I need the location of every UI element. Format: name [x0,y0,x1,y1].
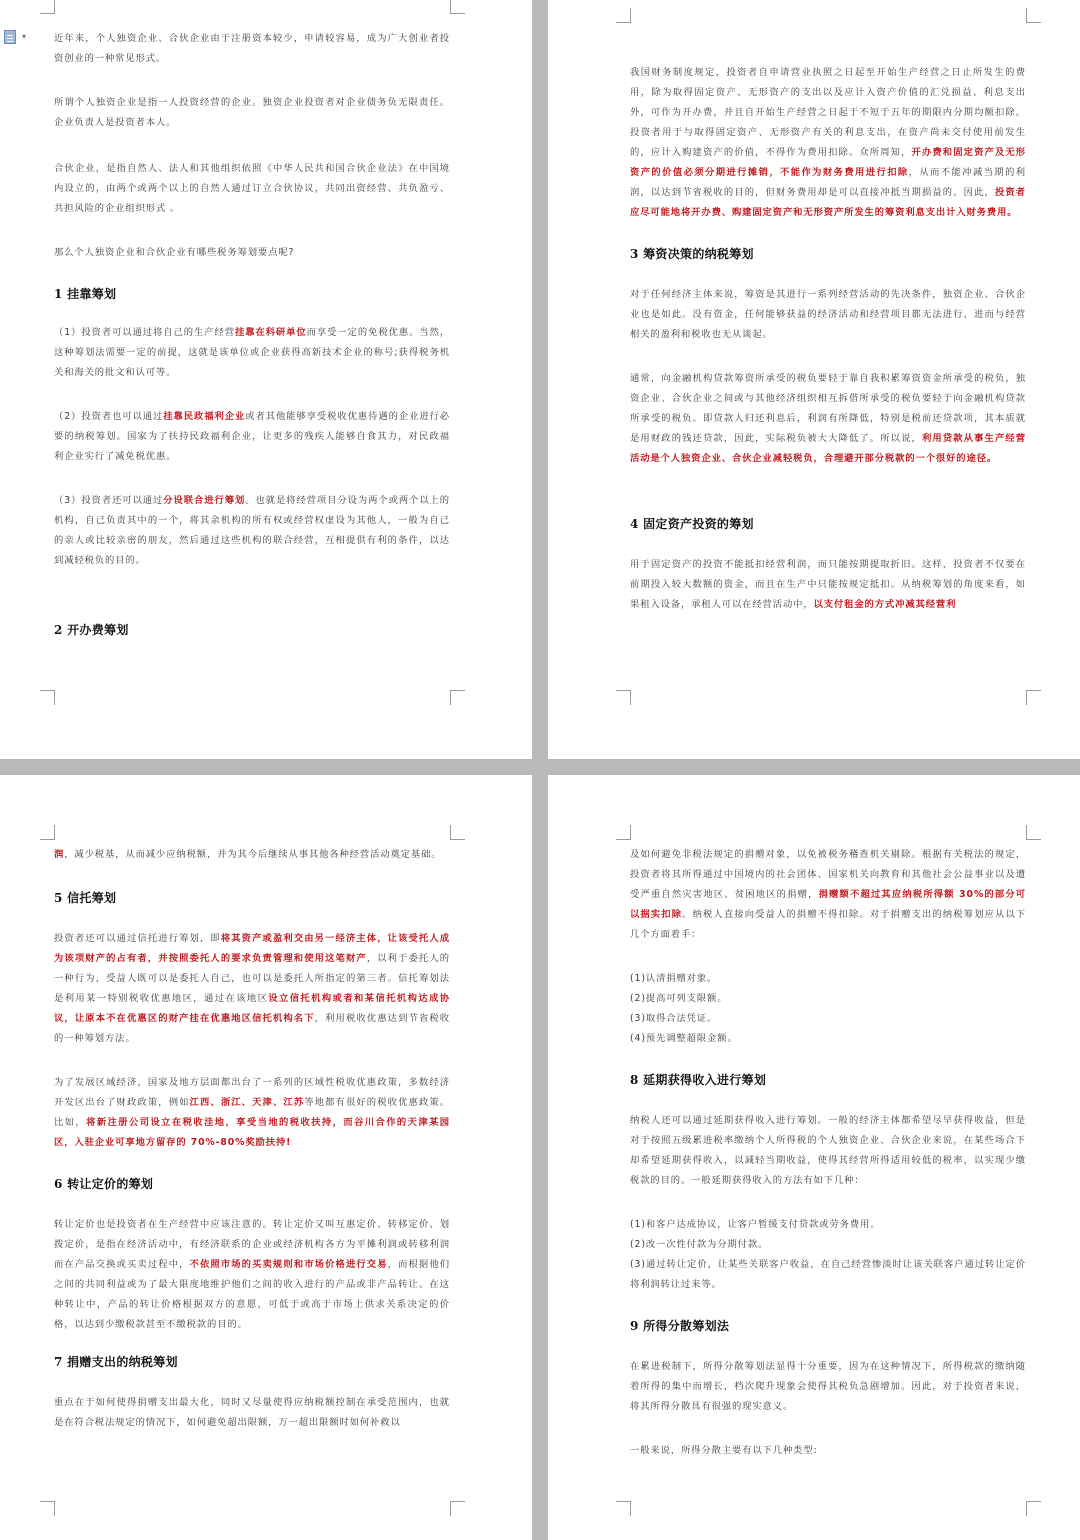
section-heading: 6 转让定价的筹划 [54,1177,154,1191]
paragraph: 对于任何经济主体来说，筹资是其进行一系列经营活动的先决条件，独资企业、合伙企业也是如此。没有资金，任何能够获益的经济活动和经营项目都无法进行，进而与经营相关的盈利和税收也无从谈起。 [630,289,1026,340]
paragraph: 通常，向金融机构贷款筹资所承受的税负要轻于靠自我积累筹资资金所承受的税负，独资企业、合伙企业之间或与其他经济组织相互拆借所承受的税负要轻于向金融机构贷款所承受的税负。即贷款人归还利息后，利润有所降低，特别是税前还贷款项，其本质就是用财政的钱还贷款，因此，实际税负被大大降低了。所以说，利用贷款从事生产经营活动是个人独资企业、合伙企业减轻税负，合理避开部分税款的一个很好的途径。 [630,373,1026,464]
corner-mark [40,0,55,14]
section-heading: 9 所得分散筹划法 [630,1319,730,1333]
section-heading: 4 固定资产投资的筹划 [630,517,754,531]
list-item: (1)和客户达成协议，让客户暂缓支付贷款或劳务费用。 [630,1219,881,1230]
paragraph: 重点在于如何使得捐赠支出最大化，同时又尽量使得应纳税额控制在承受范围内，也就是在符合税法规定的情况下，如何避免超出限额，万一超出限额时如何补救以 [54,1397,450,1428]
corner-mark [616,690,631,705]
page-content [630,845,1026,1485]
section-heading: 2 开办费筹划 [54,623,129,637]
corner-mark [1026,690,1041,705]
page-content [54,29,450,663]
chevron-down-icon[interactable]: ▾ [22,32,27,41]
paragraph: 我国财务制度规定，投资者自申请营业执照之日起至开始生产经营之日止所发生的费用，除为取得固定资产、无形资产的支出以及应计入资产价值的汇兑损益、利息支出外，可作为开办费，并且自开始生产经营之日起于不短于五年的期限内分期均额扣除。投资者用于与取得固定资产、无形资产有关的利息支出，在资产尚未交付使用前发生的，应计入购建资产的价值，不得作为费用扣除。众所周知，开办费和固定资产及无形资产的价值必须分期进行摊销，不能作为财务费用进行扣除，从而不能冲减当期的利润，以达到节省税收的目的，但财务费用却是可以直接冲抵当期损益的。因此，投资者应尽可能地将开办费、购建固定资产和无形资产所发生的筹资利息支出计入财务费用。 [630,67,1027,218]
paragraph: 那么个人独资企业和合伙企业有哪些税务筹划要点呢? [54,247,295,258]
section-heading: 7 捐赠支出的纳税筹划 [54,1355,178,1369]
page-content [54,845,450,1457]
corner-mark [616,825,631,840]
corner-mark [1026,1501,1041,1516]
paragraph: （3）投资者还可以通过分设联合进行筹划。也就是将经营项目分设为两个或两个以上的机构，自己负责其中的一个，将其余机构的所有权或经营权虚设为其他人，一般为自己的亲人或比较亲密的朋友，然后通过这些机构的联合经营，互相提供有利的条件，以达到减轻税负的目的。 [54,495,450,566]
corner-mark [616,1501,631,1516]
paragraph: 投资者还可以通过信托进行筹划，即将其资产或盈利交由另一经济主体，让该受托人成为该项财产的占有者，并按照委托人的要求负责管理和使用这笔财产，以利于委托人的一种行为，受益人既可以是委托人自己，也可以是委托人所指定的第三者。信托筹划法是利用某一特别税收优惠地区，通过在该地区设立信托机构或者和某信托机构达成协议，让原本不在优惠区的财产挂在优惠地区信托机构名下，利用税收优惠达到节省税收的一种筹划方法。 [54,933,450,1044]
page-content [630,63,1026,639]
section-heading: 5 信托筹划 [54,891,117,905]
list [630,1215,1026,1295]
paragraph: 近年来，个人独资企业、合伙企业由于注册资本较少，申请较容易，成为广大创业者投资创业的一种常见形式。 [54,33,450,64]
document-page-2 [548,0,1080,759]
paragraph: 纳税人还可以通过延期获得收入进行筹划。一般的经济主体都希望尽早获得收益，但是对于按照五级累进税率缴纳个人所得税的个人独资企业、合伙企业来说，在某些场合下却希望延期获得收入，以减轻当期收益，使得其经营所得适用较低的税率，以实现少缴税款的目的。一般延期获得收入的方法有如下几种： [630,1115,1026,1186]
list-item: (3)通过转让定价，让某些关联客户收益，在自己经营惨淡时让该关联客户通过转让定价将利润转让过来等。 [630,1259,1026,1290]
list [630,969,1026,1049]
paragraph: 一般来说，所得分散主要有以下几种类型: [630,1445,818,1456]
corner-mark [1026,8,1041,23]
corner-mark [40,1501,55,1516]
paragraph: 用于固定资产的投资不能抵扣经营利润，而只能按期提取折旧。这样，投资者不仅要在前期投入较大数额的资金，而且在生产中只能按规定抵扣。从纳税筹划的角度来看，如果租入设备，承租人可以在经营活动中，以支付租金的方式冲减其经营利 [630,559,1026,610]
corner-mark [40,825,55,840]
paragraph: 及如何避免非税法规定的捐赠对象，以免被税务稽查机关剔除。根据有关税法的规定，投资者将其所得通过中国境内的社会团体、国家机关向教育和其他社会公益事业以及遭受严重自然灾害地区、贫困地区的捐赠，捐赠额不超过其应纳税所得额 30%的部分可以据实扣除。纳税人直接向受益人的捐赠不得扣除。对于捐赠支出的纳税筹划应从以下几个方面着手： [630,849,1027,940]
corner-mark [450,1501,465,1516]
corner-mark [616,8,631,23]
list-item: (4)预先调整超限金额。 [630,1033,738,1044]
corner-mark [1026,825,1041,840]
document-icon[interactable] [4,30,16,44]
paragraph: 在累进税制下，所得分散筹划法显得十分重要，因为在这种情况下，所得税款的缴纳随着所得的集中而增长，档次爬升现象会使得其税负急剧增加。因此，对于投资者来说，将其所得分散具有很强的现实意义。 [630,1361,1026,1412]
section-heading: 1 挂靠筹划 [54,287,117,301]
section-heading: 3 筹资决策的纳税筹划 [630,247,754,261]
paragraph: 为了发展区域经济，国家及地方层面都出台了一系列的区域性税收优惠政策，多数经济开发区出台了财政政策，例如江西、浙江、天津、江苏等地都有很好的税收优惠政策。比如，将新注册公司设立在税收洼地，享受当地的税收扶持，而谷川合作的天津某园区，入驻企业可享地方留存的 70%-80%奖励扶持! [54,1077,450,1148]
paragraph: 转让定价也是投资者在生产经营中应该注意的。转让定价又叫互惠定价、转移定价、划拨定价，是指在经济活动中，有经济联系的企业或经济机构各方为平摊利润或转移利润而在产品交换或买卖过程中，不依照市场的买卖规则和市场价格进行交易，而根据他们之间的共同利益或为了最大限度地维护他们之间的收入进行的产品或非产品转让。在这种转让中，产品的转让价格根据双方的意愿，可低于或高于市场上供求关系决定的价格，以达到少缴税款甚至不缴税款的目的。 [54,1219,450,1330]
paragraph: （2）投资者也可以通过挂靠民政福利企业或者其他能够享受税收优惠待遇的企业进行必要的纳税筹划。国家为了扶持民政福利企业，让更多的残疾人能够自食其力，对民政福利企业实行了减免税优惠。 [54,411,450,462]
corner-mark [450,0,465,14]
document-page-1 [0,0,532,759]
list-item: (3)取得合法凭证。 [630,1013,718,1024]
list-item: (2)改一次性付款为分期付款。 [630,1239,769,1250]
corner-mark [450,825,465,840]
section-heading: 8 延期获得收入进行筹划 [630,1073,767,1087]
paragraph: 润，减少税基，从而减少应纳税额，并为其今后继续从事其他各种经营活动奠定基础。 [54,849,442,860]
paragraph: （1）投资者可以通过将自己的生产经营挂靠在科研单位而享受一定的免税优惠。当然，这种筹划法需要一定的前提，这就是该单位或企业获得高新技术企业的称号;获得税务机关和海关的批文和认可等。 [54,327,450,378]
document-page-4 [548,775,1080,1540]
list-item: (1)认清捐赠对象。 [630,973,718,984]
paragraph: 合伙企业，是指自然人、法人和其他组织依照《中华人民共和国合伙企业法》在中国境内设立的，由两个或两个以上的自然人通过订立合伙协议，共同出资经营、共负盈亏、共担风险的企业组织形式 。 [54,163,450,214]
paragraph: 所谓个人独资企业是指一人投资经营的企业。独资企业投资者对企业债务负无限责任。企业负责人是投资者本人。 [54,97,450,128]
corner-mark [450,690,465,705]
corner-mark [40,690,55,705]
list-item: (2)提高可列支限额。 [630,993,728,1004]
document-page-3 [0,775,532,1540]
